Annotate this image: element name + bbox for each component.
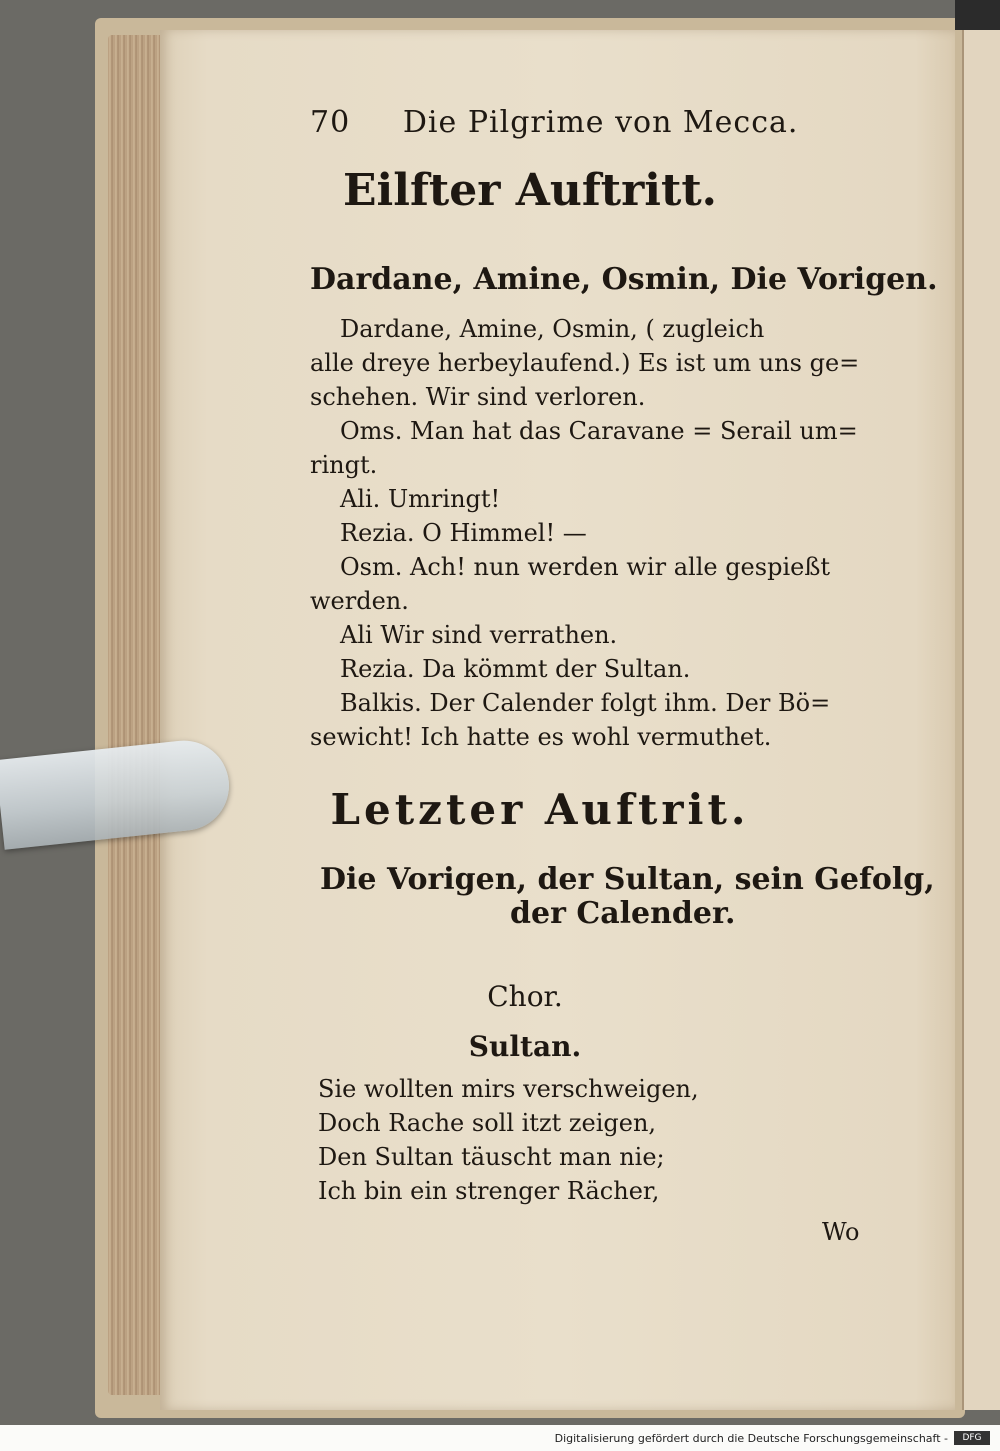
- text-line: alle dreye herbeylaufend.) Es ist um uns ge=: [310, 349, 860, 377]
- text-line: sewicht! Ich hatte es wohl vermuthet.: [310, 723, 772, 751]
- text-line: werden.: [310, 587, 409, 615]
- text-line: Dardane, Amine, Osmin, ( zugleich: [340, 315, 765, 343]
- background-corner: [955, 0, 1000, 30]
- scene-cast: der Calender.: [510, 896, 736, 931]
- text-line: Ali. Umringt!: [340, 485, 501, 513]
- scene-cast: Dardane, Amine, Osmin, Die Vorigen.: [310, 262, 938, 297]
- facing-page-edge: [962, 30, 1000, 1410]
- running-title: Die Pilgrime von Mecca.: [402, 105, 799, 140]
- catchword: Wo: [822, 1218, 860, 1246]
- page-number: 70: [310, 105, 351, 140]
- text-line: Osm. Ach! nun werden wir alle gespießt: [340, 553, 830, 581]
- text-line: ringt.: [310, 451, 378, 479]
- running-header: [310, 105, 798, 140]
- text-line: Rezia. O Himmel! —: [340, 519, 587, 547]
- text-line: Ali Wir sind verrathen.: [340, 621, 618, 649]
- verse-line: Sie wollten mirs verschweigen,: [318, 1075, 699, 1103]
- scene-heading: Letzter Auftrit.: [330, 785, 750, 834]
- dfg-logo: DFG: [954, 1431, 990, 1445]
- verse-line: Doch Rache soll itzt zeigen,: [318, 1109, 657, 1137]
- funding-credit: Digitalisierung gefördert durch die Deutsche Forschungsgemeinschaft -: [554, 1432, 948, 1445]
- speaker-label: Sultan.: [468, 1030, 582, 1063]
- scene-cast: Die Vorigen, der Sultan, sein Gefolg,: [320, 862, 935, 897]
- text-line: Rezia. Da kömmt der Sultan.: [340, 655, 691, 683]
- text-line: schehen. Wir sind verloren.: [310, 383, 646, 411]
- text-line: Oms. Man hat das Caravane = Serail um=: [340, 417, 858, 445]
- text-line: Balkis. Der Calender folgt ihm. Der Bö=: [340, 689, 831, 717]
- verse-line: Den Sultan täuscht man nie;: [318, 1143, 665, 1171]
- verse-line: Ich bin ein strenger Rächer,: [318, 1177, 660, 1205]
- chorus-label: Chor.: [487, 980, 563, 1013]
- footer-bar: [0, 1428, 1000, 1451]
- scene-heading: Eilfter Auftritt.: [343, 165, 717, 216]
